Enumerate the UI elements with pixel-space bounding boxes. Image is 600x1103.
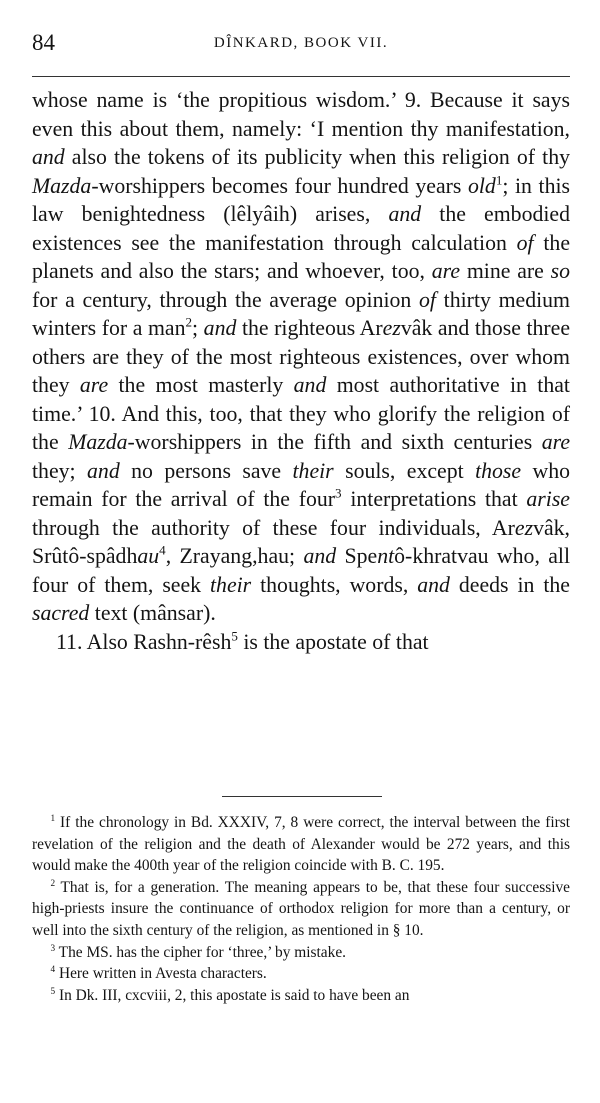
footnote-mark: 2 [50,877,56,888]
footnote-3: $^3$ The MS. has the cipher for ‘three,’ by mistake. [50,942,347,961]
footnote-mark: 5 [50,985,56,996]
paragraph-11: 11. Also Rashn-rêsh$^5$ is the apostate of that [55,628,429,654]
footnote-ref-4[interactable]: 4 [159,542,166,558]
footnote-5: $^5$ In Dk. III, cxcviii, 2, this apostate is said to have been an [50,985,410,1004]
book-page [32,0,570,1103]
footnote-4: $^4$ Here written in Avesta characters. [50,964,267,983]
running-title: DÎNKARD, BOOK VII. [213,35,389,51]
footnote-2: $^2$ That is, for a generation. The meaning appears to be, that these four successive high-priests insure the continuance of orthodox religion for more than a century, or well into the sixth century of the religion, as mentioned in § 10. [32,877,570,939]
footnote-ref-5[interactable]: 5 [231,628,238,644]
footnote-rule [222,796,382,797]
footnote-1: $^1$ If the chronology in Bd. XXXIV, 7, 8 were correct, the interval between the first revelation of the religion and the death of Alexander would be 272 years, and this would make the 400th year of the religion coincide with B. C. 195. [32,812,570,875]
main-text [32,86,570,656]
paragraph-9-10: whose name is ‘the propitious wisdom.’ 9. Because it says even this about them, namely: ‘I mention thy manifestation, and also the tokens of its publicity when this religion of thy Mazda-worshippers becomes four hundred years old$^1$; in this law benightedness (lêlyâih) arises, and the embodied existences see the manifestation through calculation of the planets and also the stars; and whoever, too, are mine are so for a century, through the average opinion of thirty medium winters for a man$^2$; and the righteous Arezvâk and those three others are they of the most righteous existences, over whom they are the most masterly and most authoritative in that time.’ 10. And this, too, that they who glorify the religion of the Mazda-worshippers in the fifth and sixth centuries are they; and no persons save their souls, except those who remain for the arrival of the four$^3$ interpretations that arise through the authority of these four individuals, Arezvâk, Srûtô-spâdhau$^4$, Zrayang,hau; and Spentô-khratvau who, all four of them, seek their thoughts, words, and deeds in the sacred text (mânsar). [32,88,571,625]
footnote-ref-3[interactable]: 3 [335,485,342,501]
footnote-ref-1[interactable]: 1 [495,172,503,188]
page-number: 84 [32,30,55,55]
header-rule [32,76,570,77]
footnote-ref-2[interactable]: 2 [185,314,193,330]
footnote-mark: 4 [50,964,56,975]
page-header [32,30,570,60]
footnotes [32,812,570,1006]
footnote-mark: 1 [50,812,56,823]
footnote-mark: 3 [50,942,56,953]
